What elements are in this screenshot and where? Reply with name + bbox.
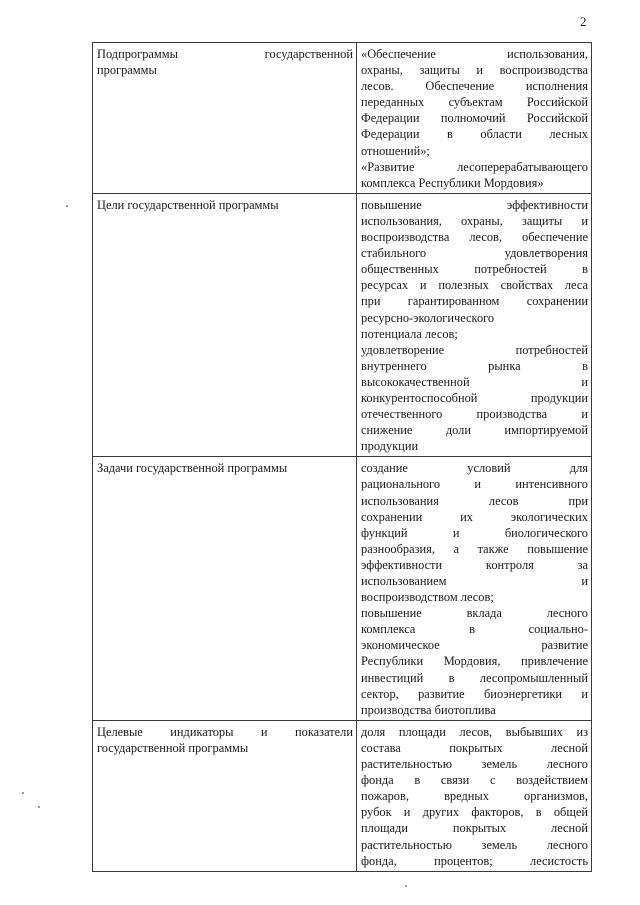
value-line: использования, охраны, защиты и [361,213,588,228]
value-line: ресурсно-экологического [361,310,495,325]
row-label-cell [93,457,357,721]
value-line: разнообразия, а также повышение [361,541,588,556]
value-line: экономическое развитие [361,638,588,653]
value-line: фонда, процентов; лесистость [361,853,588,868]
value-line: потенциала лесов; [361,326,458,341]
label-line: Задачи государственной программы [97,461,288,476]
label-line: Целевые индикаторы и показатели [97,724,353,739]
label-line: программы [97,63,157,78]
value-line: конкурентоспособной продукции [361,390,588,405]
row-value-cell [357,720,592,871]
label-line: Цели государственной программы [97,197,279,212]
value-line: отношений»; [361,143,430,158]
value-line: внутреннего рынка в [361,358,588,373]
value-line: фонда в связи с воздействием [361,773,588,788]
row-value-cell [357,457,592,721]
table-row-goals [93,193,592,457]
row-label-cell [93,43,357,194]
value-line: охраны, защиты и воспроизводства [361,63,588,78]
table-row-tasks [93,457,592,721]
label-line: Подпрограммы государственной [97,47,353,61]
value-line: растительностью земель лесного [361,837,588,852]
value-line: эффективности контроля за [361,557,588,572]
value-line: комплекса Республики Мордовия» [361,175,544,190]
scan-speck [38,806,40,808]
scan-speck [22,792,24,794]
value-line: воспроизводства лесов, обеспечение [361,230,588,245]
row-value-cell [357,43,592,194]
value-line: рубок и других факторов, в общей [361,805,588,820]
value-line: повышение вклада лесного [361,606,588,621]
table-row-indicators [93,720,592,871]
value-line: доля площади лесов, выбывших из [361,724,588,739]
value-line: «Развитие лесоперерабатывающего [361,159,588,174]
value-line: стабильного удовлетворения [361,246,588,261]
value-line: общественных потребностей в [361,262,588,277]
value-line: пожаров, вредных организмов, [361,789,588,804]
value-line: «Обеспечение использования, [361,47,588,61]
table-row-subprograms [93,43,592,194]
value-line: лесов. Обеспечение исполнения [361,79,588,94]
value-line: использования лесов при [361,493,588,508]
value-line: ресурсах и полезных свойствах леса [361,278,588,293]
value-line: Федерации полномочий Российской [361,111,588,126]
value-line: сектор, развитие биоэнергетики и [361,686,588,701]
value-line: производства биотоплива [361,702,496,717]
value-line: повышение эффективности [361,197,588,212]
value-line: снижение доли импортируемой [361,423,588,438]
value-line: комплекса в социально- [361,622,588,637]
program-passport-table [92,42,592,872]
value-line: использованием и [361,574,588,588]
value-line: создание условий для [361,461,588,476]
value-line: функций и биологического [361,525,588,540]
value-line: отечественного производства и [361,407,588,422]
value-line: при гарантированном сохранении [361,294,588,309]
scan-speck [66,205,68,207]
value-line: площади покрытых лесной [361,821,588,836]
row-label-cell [93,720,357,871]
label-line: государственной программы [97,740,249,755]
value-line: Республики Мордовия, привлечение [361,654,588,669]
value-line: растительностью земель лесного [361,757,588,772]
value-line: воспроизводством лесов; [361,590,494,605]
scan-speck [405,885,407,887]
row-label-cell [93,193,357,457]
value-line: переданных субъектам Российской [361,95,588,110]
value-line: Федерации в области лесных [361,127,588,142]
value-line: сохранении их экологических [361,509,588,524]
value-line: высококачественной и [361,374,588,389]
row-value-cell [357,193,592,457]
value-line: инвестиций в лесопромышленный [361,670,588,685]
page-number: 2 [580,14,587,29]
value-line: продукции [361,439,419,454]
value-line: удовлетворение потребностей [361,342,588,357]
value-line: рационального и интенсивного [361,477,588,492]
value-line: состава покрытых лесной [361,740,588,755]
